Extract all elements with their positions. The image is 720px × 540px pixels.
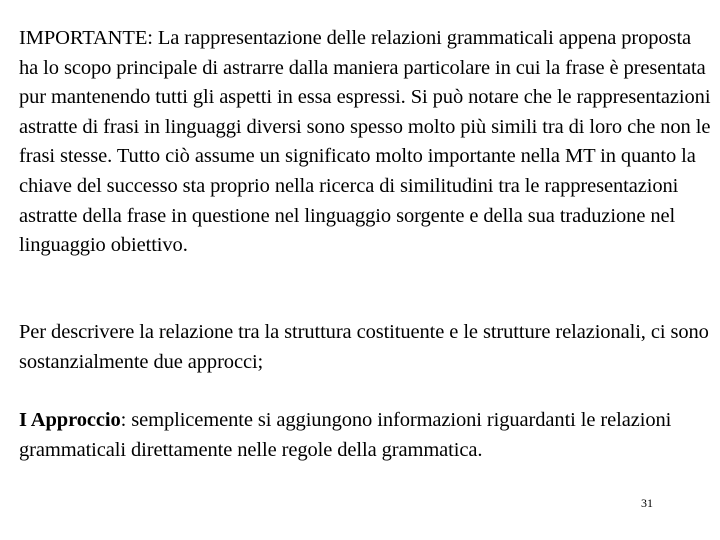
paragraph-approcci-intro [19,318,715,377]
paragraph-primo-approccio [19,406,715,465]
page-number: 31 [641,496,653,510]
primo-approccio-heading: I Approccio [19,409,121,431]
paragraph-importante [19,24,715,261]
primo-approccio-text: : semplicemente si aggiungono informazioni riguardanti le relazioni grammaticali direttamente nelle regole della grammatica. [19,409,672,461]
paragraph-approcci-intro-text: Per descrivere la relazione tra la struttura costituente e le strutture relazionali, ci sono sostanzialmente due approcci; [19,321,709,373]
paragraph-importante-text: IMPORTANTE: La rappresentazione delle relazioni grammaticali appena proposta ha lo scopo principale di astrarre dalla maniera particolare in cui la frase è presentata pur mantenendo tutti gli aspetti in essa espressi. Si può notare che le rappresentazioni astratte di frasi in linguaggi diversi sono spesso molto più simili tra di loro che non le frasi stesse. Tutto ciò assume un significato molto importante nella MT in quanto la chiave del successo sta proprio nella ricerca di similitudini tra le rappresentazioni astratte della frase in questione nel linguaggio sorgente e della sua traduzione nel linguaggio obiettivo. [19,27,711,257]
